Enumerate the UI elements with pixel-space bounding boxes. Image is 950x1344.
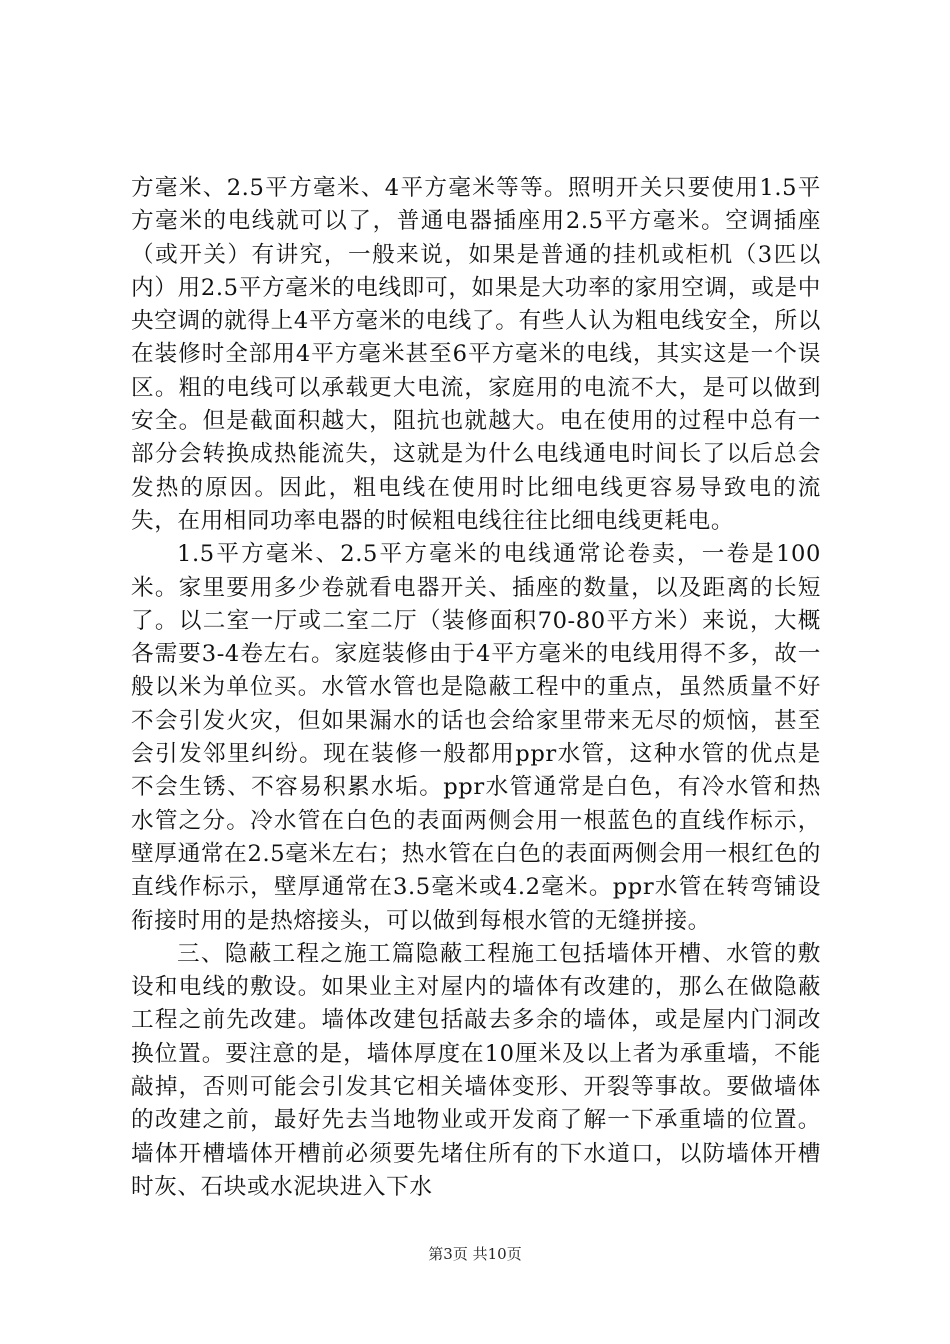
page-number-footer: 第3页 共10页 (428, 1245, 522, 1263)
paragraph-construction: 三、隐蔽工程之施工篇隐蔽工程施工包括墙体开槽、水管的敷设和电线的敷设。如果业主对屋内的墙体有改建的，那么在做隐蔽工程之前先改建。墙体改建包括敲去多余的墙体，或是屋内门洞改换位置。要注意的是，墙体厚度在10厘米及以上者为承重墙，不能敲掉，否则可能会引发其它相关墙体变形、开裂等事故。要做墙体的改建之前，最好先去当地物业或开发商了解一下承重墙的位置。墙体开槽墙体开槽前必须要先堵住所有的下水道口，以防墙体开槽时灰、石块或水泥块进入下水 (131, 940, 821, 1200)
paragraph-wire-gauge: 方毫米、2.5平方毫米、4平方毫米等等。照明开关只要使用1.5平方毫米的电线就可以了，普通电器插座用2.5平方毫米。空调插座（或开关）有讲究，一般来说，如果是普通的挂机或柜机（3匹以内）用2.5平方毫米的电线即可，如果是大功率的家用空调，或是中央空调的就得上4平方毫米的电线了。有些人认为粗电线安全，所以在装修时全部用4平方毫米甚至6平方毫米的电线，其实这是一个误区。粗的电线可以承载更大电流，家庭用的电流不大，是可以做到安全。但是截面积越大，阻抗也就越大。电在使用的过程中总有一部分会转换成热能流失，这就是为什么电线通电时间长了以后总会发热的原因。因此，粗电线在使用时比细电线更容易导致电的流失，在用相同功率电器的时候粗电线往往比细电线更耗电。 (131, 175, 821, 534)
document-body (131, 172, 821, 1204)
paragraph-wire-rolls-water-pipes: 1.5平方毫米、2.5平方毫米的电线通常论卷卖，一卷是100米。家里要用多少卷就看电器开关、插座的数量，以及距离的长短了。以二室一厅或二室二厅（装修面积70-80平方米）来说，大概各需要3-4卷左右。家庭装修由于4平方毫米的电线用得不多，故一般以米为单位买。水管水管也是隐蔽工程中的重点，虽然质量不好不会引发火灾，但如果漏水的话也会给家里带来无尽的烦恼，甚至会引发邻里纠纷。现在装修一般都用ppr水管，这种水管的优点是不会生锈、不容易积累水垢。ppr水管通常是白色，有冷水管和热水管之分。冷水管在白色的表面两侧会用一根蓝色的直线作标示，壁厚通常在2.5毫米左右；热水管在白色的表面两侧会用一根红色的直线作标示，壁厚通常在3.5毫米或4.2毫米。ppr水管在转弯铺设衔接时用的是热熔接头，可以做到每根水管的无缝拼接。 (131, 541, 821, 934)
